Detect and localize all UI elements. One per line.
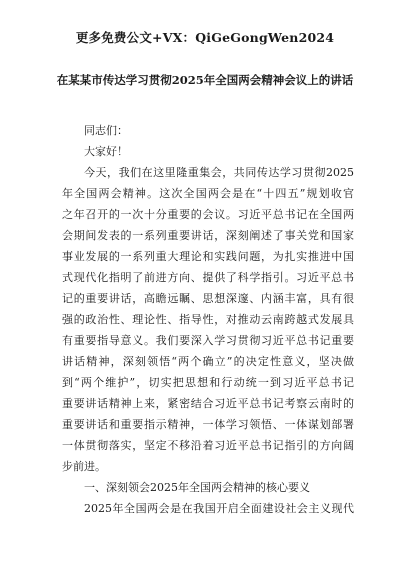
document-title: 在某某市传达学习贯彻2025年全国两会精神会议上的讲话 [56, 73, 354, 87]
section-heading: 一、深刻领会2025年全国两会精神的核心要义 [84, 481, 310, 494]
paragraph-line: 重要讲话精神上来，紧密结合习近平总书记考察云南时的 [62, 397, 354, 410]
document-body [62, 120, 354, 519]
paragraph-line: 步前进。 [62, 460, 106, 473]
paragraph-line: 到“两个维护”，切实把思想和行动统一到习近平总书记 [62, 376, 354, 389]
paragraph-line: 之年召开的一次十分重要的会议。习近平总书记在全国两 [62, 208, 354, 221]
paragraph-line: 重要讲话和重要指示精神，一体学习领悟、一体谋划部署 [62, 418, 354, 431]
paragraph-line: 2025年全国两会是在我国开启全面建设社会主义现代 [84, 502, 354, 515]
paragraph-line: 强的政治性、理论性、指导性，对推动云南跨越式发展具 [62, 313, 354, 326]
paragraph-line: 有重要指导意义。我们要深入学习贯彻习近平总书记重要 [62, 334, 354, 347]
paragraph-line: 年全国两会精神。这次全国两会是在“十四五”规划收官 [62, 187, 354, 200]
paragraph-line: 记的重要讲话，高瞻远瞩、思想深邃、内涵丰富，具有很 [62, 292, 354, 305]
paragraph-line: 式现代化指明了前进方向、提供了科学指引。习近平总书 [62, 271, 354, 284]
paragraph-line: 一体贯彻落实，坚定不移沿着习近平总书记指引的方向阔 [62, 439, 354, 452]
paragraph-line: 讲话精神，深刻领悟“两个确立”的决定性意义，坚决做 [62, 355, 354, 368]
greeting-line: 同志们： [84, 124, 128, 137]
greeting-line: 大家好！ [84, 145, 128, 158]
paragraph-line: 会期间发表的一系列重要讲话，深刻阐述了事关党和国家 [62, 229, 354, 242]
paragraph-line: 今天，我们在这里隆重集会，共同传达学习贯彻2025 [84, 166, 354, 179]
watermark-header: 更多免费公文+VX：QiGeGongWen2024 [75, 30, 335, 45]
paragraph-line: 事业发展的一系列重大理论和实践问题，为扎实推进中国 [62, 250, 354, 263]
